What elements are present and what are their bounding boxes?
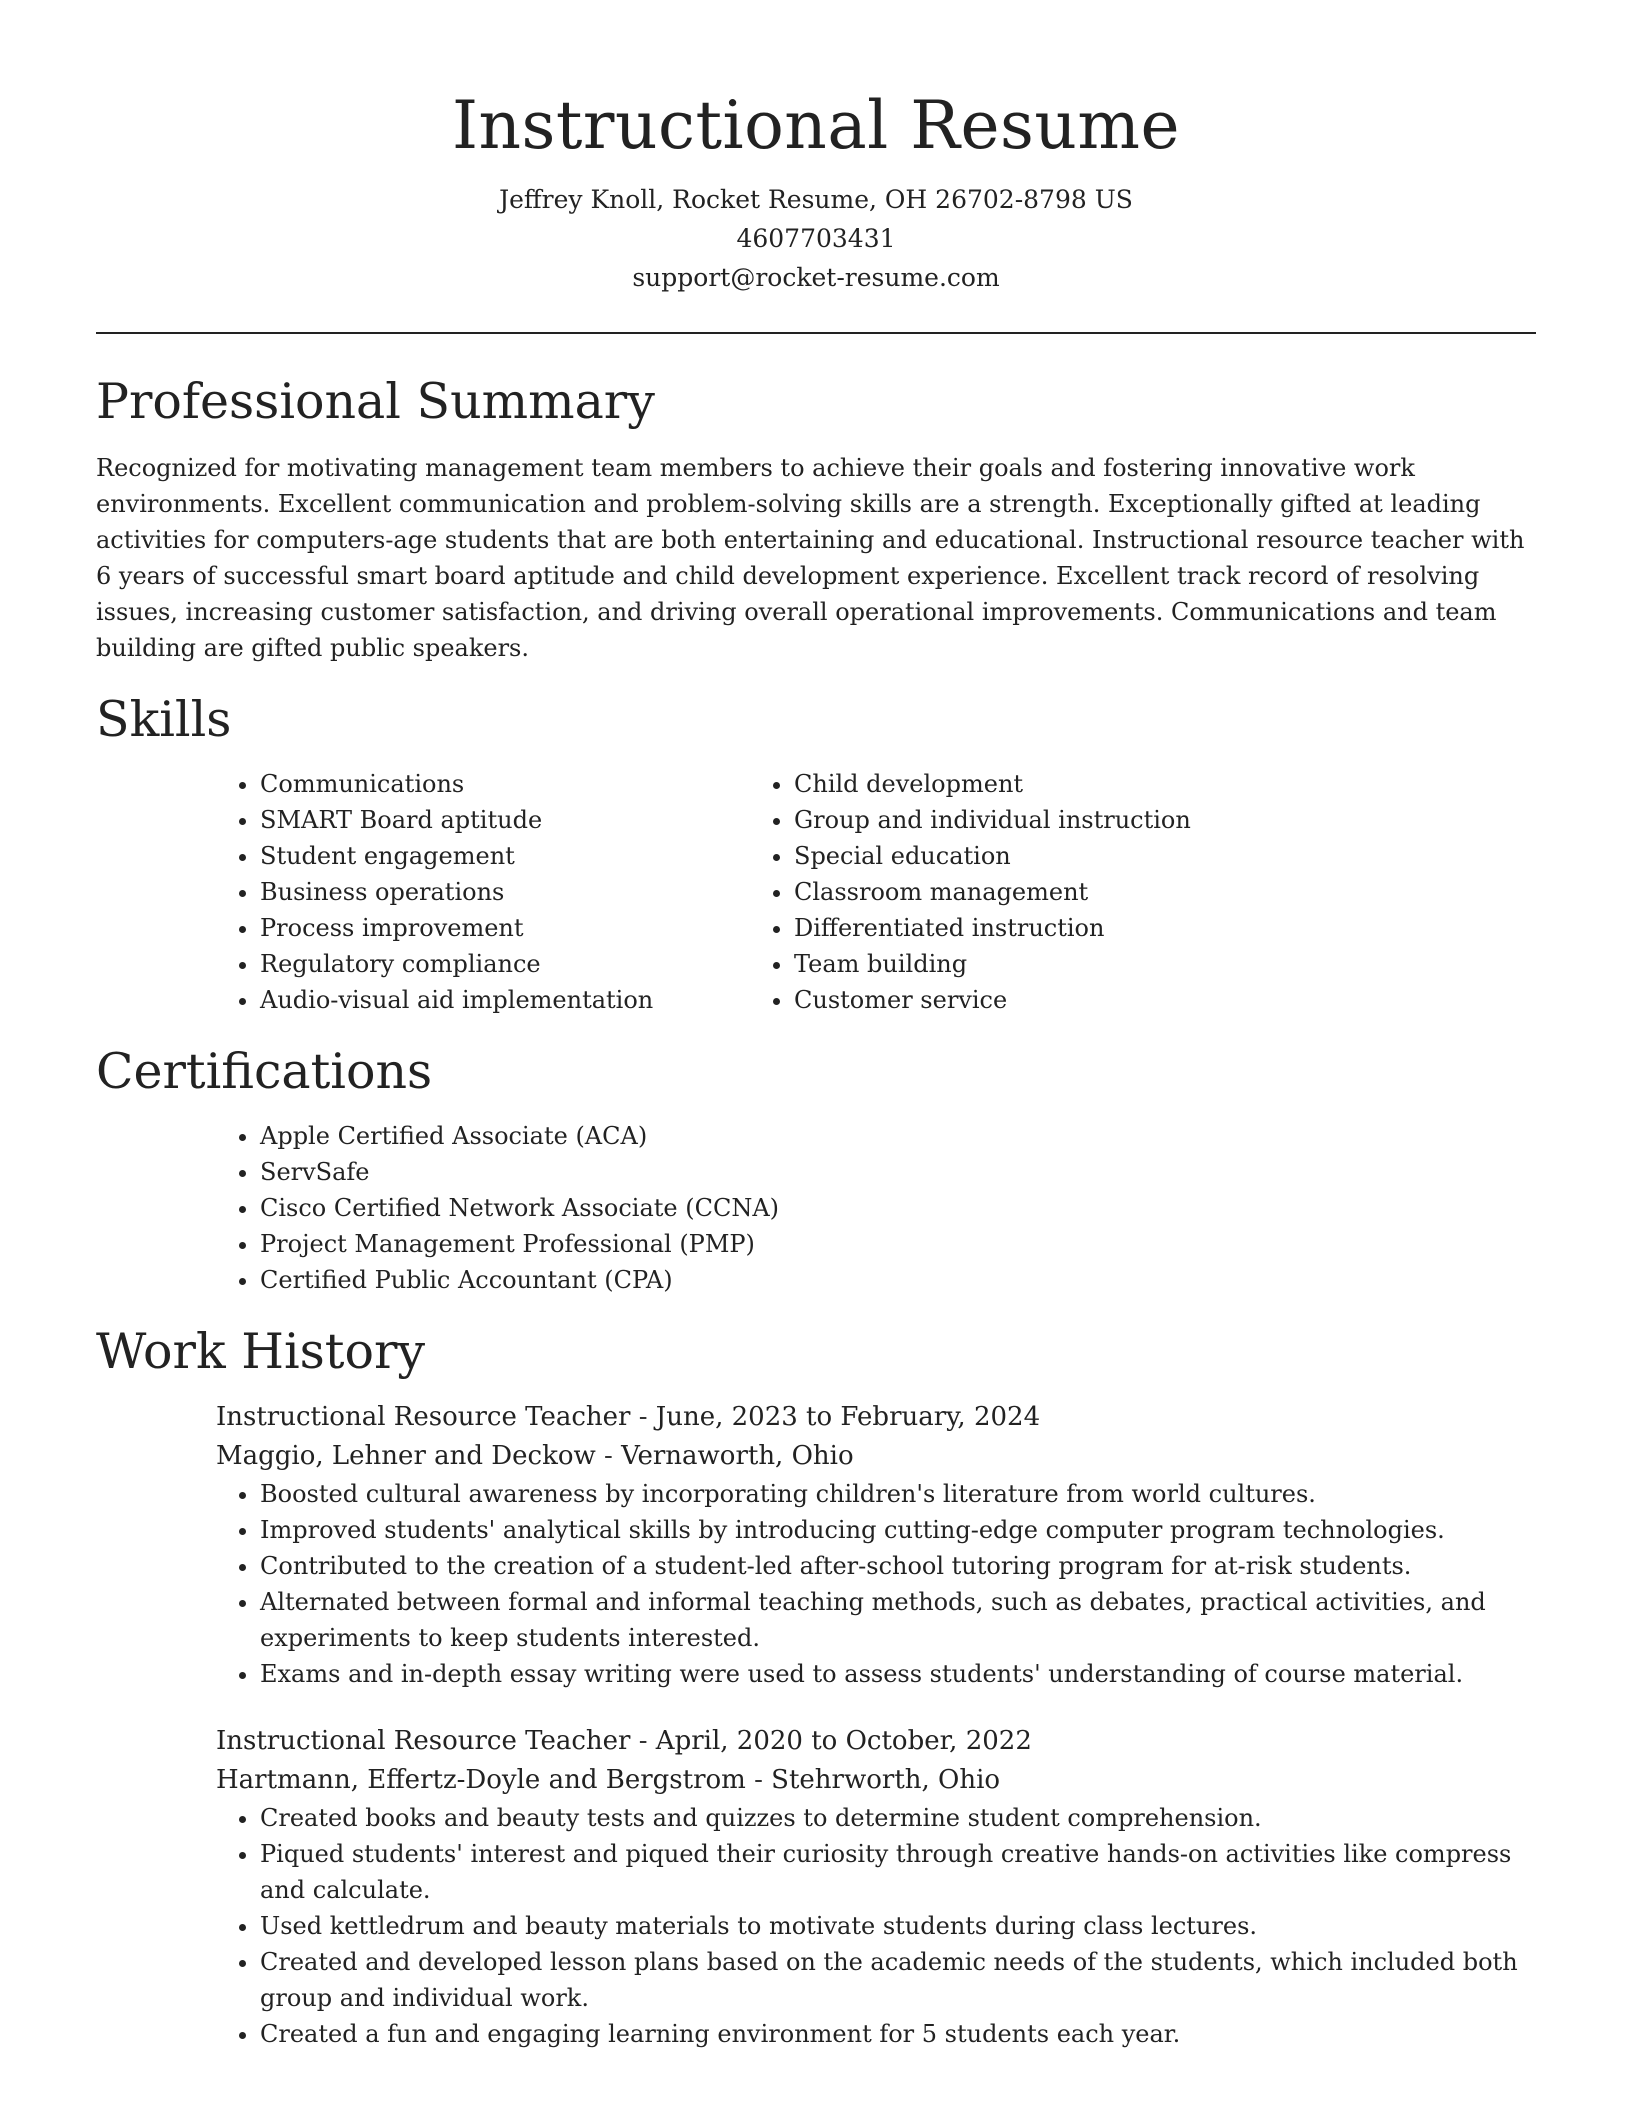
list-item: • Special education — [794, 838, 1191, 874]
list-item: • Contributed to the creation of a student-led after-school tutoring program for at-risk students. — [260, 1548, 1536, 1584]
job-title-line — [216, 1398, 1536, 1437]
list-item: • Differentiated instruction — [794, 910, 1191, 946]
list-item: • Communications — [260, 766, 746, 802]
job-title: Instructional Resource Teacher — [216, 1402, 631, 1432]
skills-section — [96, 690, 1536, 1018]
job-separator: - — [630, 1726, 656, 1756]
contact-address: Jeffrey Knoll, Rocket Resume, OH 26702-8798 US — [499, 185, 1133, 214]
list-item: • Group and individual instruction — [794, 802, 1191, 838]
job-separator: - — [630, 1402, 656, 1432]
list-item: • Created and developed lesson plans based on the academic needs of the students, which included both group and individual work. — [260, 1944, 1536, 2016]
job-company: Hartmann, Effertz-Doyle and Bergstrom — [216, 1765, 746, 1795]
summary-section — [96, 372, 1536, 666]
certifications-section — [96, 1042, 1536, 1298]
list-item: • Child development — [794, 766, 1191, 802]
job-title: Instructional Resource Teacher — [216, 1726, 631, 1756]
skills-list-right — [746, 766, 1191, 1018]
job-dates: June, 2023 to February, 2024 — [655, 1402, 1041, 1432]
list-item: • SMART Board aptitude — [260, 802, 746, 838]
list-item: • Business operations — [260, 874, 746, 910]
list-item: • Exams and in-depth essay writing were used to assess students' understanding of course material. — [260, 1656, 1536, 1692]
job-bullets — [96, 1800, 1536, 2052]
job-company-line — [216, 1761, 1536, 1800]
resume-title: Instructional Resume — [451, 87, 1181, 164]
job-company: Maggio, Lehner and Deckow — [216, 1441, 596, 1471]
job-separator: - — [745, 1765, 772, 1795]
list-item: • Cisco Certified Network Associate (CCNA) — [260, 1190, 1536, 1226]
job-location: Stehrworth, Ohio — [771, 1765, 1001, 1795]
list-item: • ServSafe — [260, 1154, 1536, 1190]
certifications-heading: Certifications — [96, 1043, 433, 1100]
list-item: • Certified Public Accountant (CPA) — [260, 1262, 1536, 1298]
job-company-line — [216, 1437, 1536, 1476]
work-history-heading: Work History — [96, 1323, 426, 1380]
list-item: • Classroom management — [794, 874, 1191, 910]
list-item: • Boosted cultural awareness by incorporating children's literature from world cultures. — [260, 1476, 1536, 1512]
contact-block — [96, 180, 1536, 297]
job-location: Vernaworth, Ohio — [621, 1441, 854, 1471]
job-entry — [216, 1398, 1536, 1476]
job-title-line — [216, 1722, 1536, 1761]
list-item: • Alternated between formal and informal teaching methods, such as debates, practical activities, and experiments to keep students interested. — [260, 1584, 1536, 1656]
skills-grid — [96, 766, 1536, 1018]
list-item: • Used kettledrum and beauty materials to motivate students during class lectures. — [260, 1908, 1536, 1944]
list-item: • Piqued students' interest and piqued their curiosity through creative hands-on activities like compress and calculate. — [260, 1836, 1536, 1908]
job-bullets — [96, 1476, 1536, 1692]
list-item: • Improved students' analytical skills by introducing cutting-edge computer program technologies. — [260, 1512, 1536, 1548]
contact-email: support@rocket-resume.com — [632, 263, 1000, 292]
list-item: • Customer service — [794, 982, 1191, 1018]
work-history-section — [96, 1322, 1536, 2052]
job-separator: - — [595, 1441, 622, 1471]
summary-heading: Professional Summary — [96, 373, 655, 430]
list-item: • Created a fun and engaging learning environment for 5 students each year. — [260, 2016, 1536, 2052]
contact-phone: 4607703431 — [736, 224, 896, 253]
list-item: • Project Management Professional (PMP) — [260, 1226, 1536, 1262]
skills-heading: Skills — [96, 691, 232, 748]
resume-page — [96, 0, 1536, 2052]
list-item: • Team building — [794, 946, 1191, 982]
header-divider — [96, 332, 1536, 334]
summary-text: Recognized for motivating management team members to achieve their goals and fostering innovative work environments. Excellent communication and problem-solving skills are a strength. Exceptionally gifted at leading activities for computers-age students that are both entertaining and educational. Instructional resource teacher with 6 years of successful smart board aptitude and child development experience. Excellent track record of resolving issues, increasing customer satisfaction, and driving overall operational improvements. Communications and team building are gifted public speakers. — [96, 454, 1525, 662]
list-item: • Created books and beauty tests and quizzes to determine student comprehension. — [260, 1800, 1536, 1836]
list-item: • Audio-visual aid implementation — [260, 982, 746, 1018]
list-item: • Student engagement — [260, 838, 746, 874]
list-item: • Process improvement — [260, 910, 746, 946]
certifications-list — [96, 1118, 1536, 1298]
list-item: • Apple Certified Associate (ACA) — [260, 1118, 1536, 1154]
list-item: • Regulatory compliance — [260, 946, 746, 982]
job-entry — [216, 1722, 1536, 1800]
resume-header — [96, 0, 1536, 334]
skills-list-left — [96, 766, 746, 1018]
job-dates: April, 2020 to October, 2022 — [655, 1726, 1032, 1756]
